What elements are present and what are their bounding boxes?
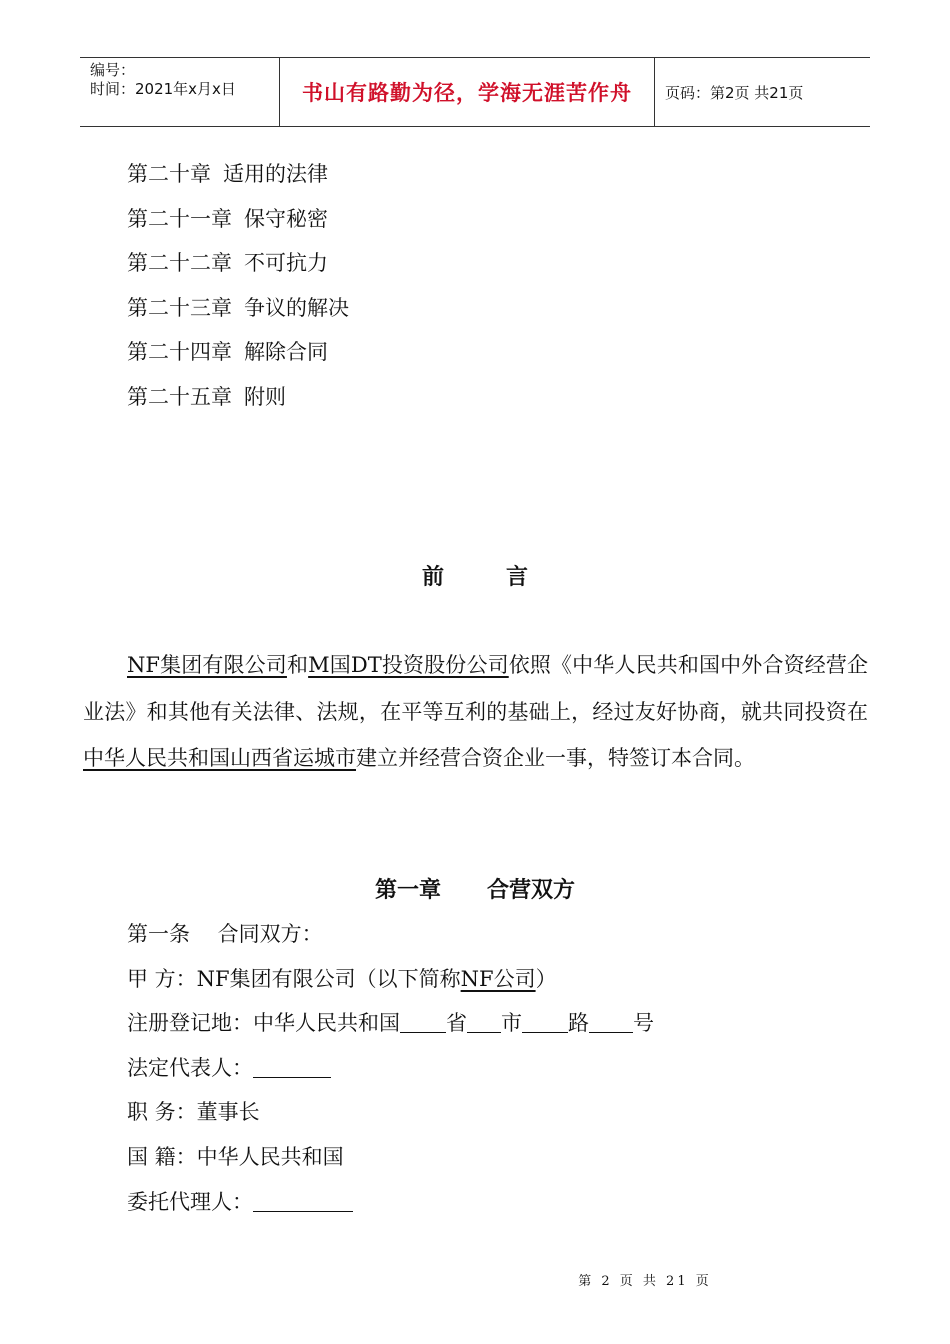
page-footer: 第 2 页 共 21 页 <box>578 1274 712 1289</box>
header-page-info: 页码：第2页 共21页 <box>665 83 804 102</box>
province-blank <box>400 1010 446 1033</box>
number-blank <box>589 1010 633 1033</box>
toc-item <box>127 152 349 197</box>
preface-heading-second: 言 <box>506 565 529 590</box>
party-a-name: NF集团有限公司 <box>127 653 287 677</box>
toc-chapter-number: 第二十三章 <box>127 295 232 320</box>
toc-chapter-number: 第二十章 <box>127 162 211 186</box>
road-label: 路 <box>568 1011 589 1036</box>
header-meta <box>80 58 280 126</box>
conjunction: 和 <box>286 653 309 677</box>
party-b-name: M国DT投资股份公司 <box>308 653 509 677</box>
legal-rep-blank <box>253 1055 331 1078</box>
toc-item <box>127 241 349 286</box>
preface-text-1: 依照《中华人民共和国中外合资经营企业法》和其他有关法律、法规，在平等互利的基础上，经过友好协商，就共同投资在 <box>83 653 869 724</box>
registration-prefix: 注册登记地：中华人民共和国 <box>127 1011 400 1036</box>
agent-blank <box>253 1189 353 1212</box>
toc-chapter-number: 第二十二章 <box>127 251 232 276</box>
legal-rep-line <box>127 1046 654 1091</box>
toc-chapter-title: 争议的解决 <box>244 295 349 320</box>
preface-text-2: 建立并经营合资企业一事，特签订本合同。 <box>356 746 755 770</box>
table-of-contents <box>127 152 349 420</box>
province-label: 省 <box>446 1011 467 1036</box>
chapter-title: 合营双方 <box>487 878 576 903</box>
toc-chapter-number: 第二十五章 <box>127 384 232 409</box>
toc-item <box>127 375 349 420</box>
header-motto: 书山有路勤为径，学海无涯苦作舟 <box>280 58 655 126</box>
header-number-label: 编号： <box>90 61 136 79</box>
position-line: 职 务：董事长 <box>127 1100 260 1125</box>
road-blank <box>522 1010 568 1033</box>
toc-item <box>127 286 349 331</box>
party-a-suffix: ） <box>535 966 557 991</box>
chapter-number: 第一章 <box>374 878 441 903</box>
party-a-line <box>127 957 654 1002</box>
toc-chapter-number: 第二十一章 <box>127 206 232 231</box>
nationality-line: 国 籍：中华人民共和国 <box>127 1144 344 1169</box>
chapter-heading <box>0 873 950 904</box>
agent-label: 委托代理人： <box>127 1189 253 1214</box>
toc-chapter-title: 适用的法律 <box>223 162 328 186</box>
preface-heading-first: 前 <box>421 565 444 590</box>
agent-line <box>127 1180 654 1225</box>
document-header <box>80 57 870 127</box>
city-blank <box>467 1010 501 1033</box>
toc-chapter-title: 解除合同 <box>244 340 328 365</box>
party-a-short-name: NF公司 <box>460 966 536 991</box>
registration-line <box>127 1001 654 1046</box>
preface-paragraph <box>83 642 868 782</box>
header-time-label: 时间：2021年x月x日 <box>90 80 236 98</box>
legal-rep-label: 法定代表人： <box>127 1055 253 1080</box>
chapter-clauses <box>127 912 654 1224</box>
toc-chapter-number: 第二十四章 <box>127 340 232 365</box>
city-label: 市 <box>501 1011 522 1036</box>
toc-chapter-title: 保守秘密 <box>244 206 328 231</box>
toc-chapter-title: 附则 <box>244 384 286 409</box>
number-label: 号 <box>633 1011 654 1036</box>
toc-chapter-title: 不可抗力 <box>244 251 328 276</box>
article-line: 第一条 合同双方： <box>127 922 323 946</box>
toc-item <box>127 330 349 375</box>
party-a-prefix: 甲 方：NF集团有限公司（以下简称 <box>127 966 461 991</box>
toc-item <box>127 197 349 242</box>
preface-heading <box>0 560 950 591</box>
venture-location: 中华人民共和国山西省运城市 <box>83 746 356 770</box>
